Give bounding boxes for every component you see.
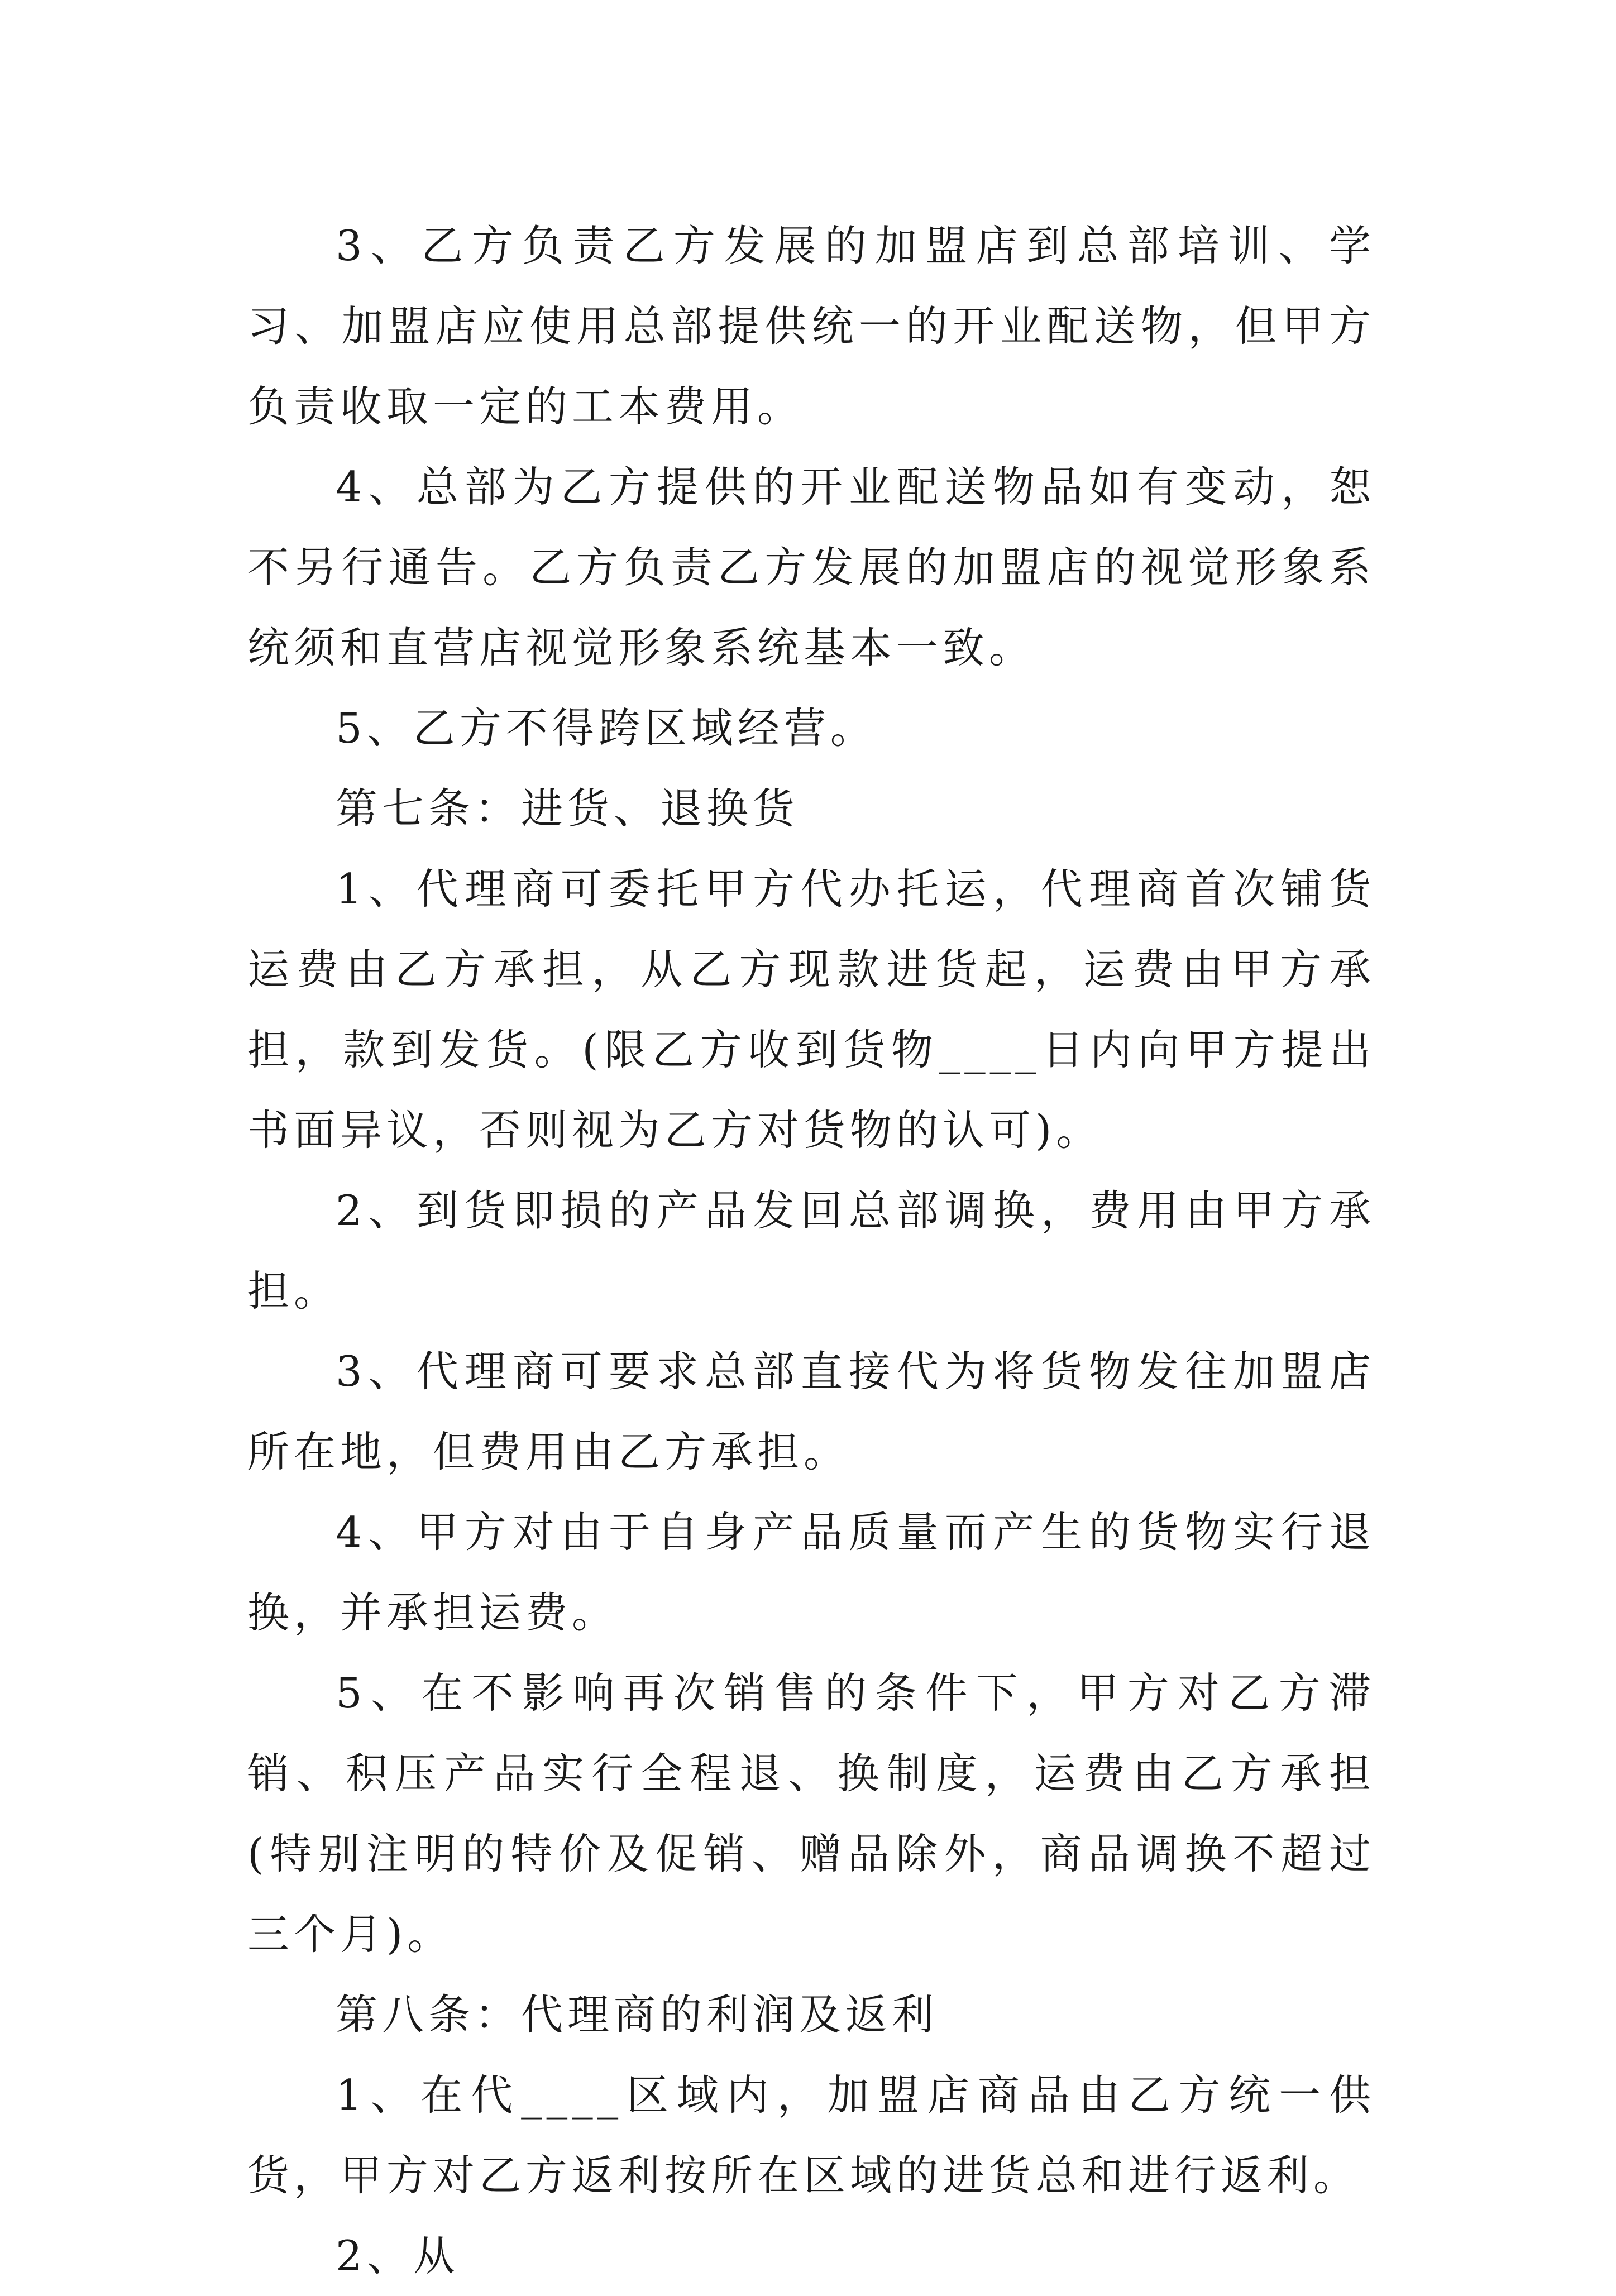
article-7-item-2-damaged-goods: 2、到货即损的产品发回总部调换，费用由甲方承担。: [247, 1186, 1375, 1316]
article-7-item-5-slow-moving-returns: 5、在不影响再次销售的条件下，甲方对乙方滞销、积压产品实行全程退、换制度，运费由乙方承担(特别注明的特价及促销、赠品除外，商品调换不超过三个月)。: [247, 1668, 1375, 1959]
article-7-item-3-direct-shipping: 3、代理商可要求总部直接代为将货物发往加盟店所在地，但费用由乙方承担。: [247, 1347, 1375, 1476]
paragraph-item-5-no-cross-region: 5、乙方不得跨区域经营。: [336, 704, 877, 753]
article-8-item-2-partial: 2、从: [336, 2231, 460, 2280]
article-7-item-4-quality-returns: 4、甲方对由于自身产品质量而产生的货物实行退换，并承担运费。: [247, 1508, 1375, 1637]
article-8-heading: 第八条：代理商的利润及返利: [336, 1990, 939, 2039]
paragraph-item-3-training: 3、乙方负责乙方发展的加盟店到总部培训、学习、加盟店应使用总部提供统一的开业配送物，但甲方负责收取一定的工本费用。: [247, 221, 1375, 431]
article-7-heading: 第七条：进货、退换货: [336, 784, 800, 833]
article-8-item-1-rebate: 1、在代____区域内，加盟店商品由乙方统一供货，甲方对乙方返利按所在区域的进货总和进行返利。: [247, 2070, 1375, 2200]
article-7-item-1-shipping: 1、代理商可委托甲方代办托运，代理商首次铺货运费由乙方承担，从乙方现款进货起，运费由甲方承担，款到发货。(限乙方收到货物____日内向甲方提出书面异议，否则视为乙方对货物的认可)。: [247, 864, 1375, 1155]
paragraph-item-4-delivery-items: 4、总部为乙方提供的开业配送物品如有变动，恕不另行通告。乙方负责乙方发展的加盟店的视觉形象系统须和直营店视觉形象系统基本一致。: [247, 462, 1375, 672]
document-body: [247, 205, 1375, 2296]
